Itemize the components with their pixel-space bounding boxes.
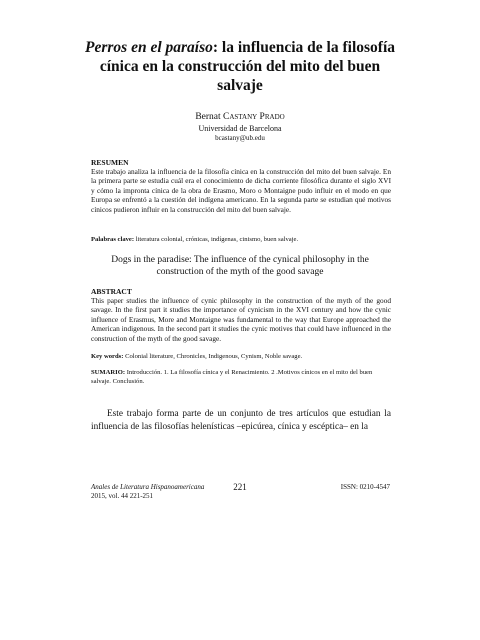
resumen-heading: RESUMEN xyxy=(91,158,129,167)
body-paragraph: Este trabajo forma parte de un conjunto de tres artículos que estudian la influencia de las filosofías helenísticas –epicúrea, cínica y escéptica– en la xyxy=(91,409,391,432)
title-rest: : la influencia de la filosofía cínica en la construcción del mito del buen salvaje xyxy=(99,39,395,94)
author-email: bcastany@ub.edu xyxy=(215,134,265,142)
key-words-text: Colonial literature, Chronicles, Indigenous, Cynism, Noble savage. xyxy=(123,353,303,360)
resumen-text: Este trabajo analiza la influencia de la filosofía cínica en la construcción del mito del buen salvaje. En la primera parte se estudia cuál era el conocimiento de dicha corriente filosófica durante el siglo XVI y cómo la impronta cínica de la obra de Erasmo, Moro o Montaigne pudo influir en el modo en que Europa se enfrentó a la cuestión del indígena americano. En la segunda parte se estudian qué motivos cínicos pudieron influir en la construcción del mito del buen salvaje. xyxy=(91,167,391,214)
author-affiliation: Universidad de Barcelona xyxy=(198,124,282,133)
footer-issn: ISSN: 0210-4547 xyxy=(340,483,390,491)
palabras-clave xyxy=(91,235,391,244)
sumario-text: Introducción. 1. La filosofía cínica y el Renacimiento. 2 .Motivos cínicos en el mito del buen salvaje. Conclusión. xyxy=(91,369,373,385)
palabras-clave-text: literatura colonial, crónicas, indígenas, cinismo, buen salvaje. xyxy=(134,236,299,243)
palabras-clave-label: Palabras clave: xyxy=(91,236,135,243)
author-name xyxy=(0,112,480,122)
sumario xyxy=(91,368,391,386)
title-italic-part: Perros en el paraíso xyxy=(85,39,213,56)
english-title: Dogs in the paradise: The influence of the cynical philosophy in the construction of the myth of the good savage xyxy=(111,255,369,277)
paper-title xyxy=(80,38,400,95)
footer-journal-name: Anales de Literatura Hispanoamericana xyxy=(91,483,205,491)
key-words xyxy=(91,352,391,361)
footer-volume: 2015, vol. 44 221-251 xyxy=(91,492,154,500)
key-words-label: Key words: xyxy=(91,353,124,360)
author-last-name: Castany Prado xyxy=(223,112,285,122)
author-first-name: Bernat xyxy=(195,112,224,122)
sumario-label: SUMARIO: xyxy=(91,369,126,376)
abstract-heading: ABSTRACT xyxy=(91,287,132,296)
abstract-text: This paper studies the influence of cynic philosophy in the construction of the myth of the good savage. In the first part it studies the importance of cynicism in the XVI century and how the cynic influence of Erasmus, More and Montaigne was fundamental to the way that Europe approached the American indigenous. In the second part it studies the cynic motives that could have influenced in the construction of the myth of the good savage. xyxy=(91,296,391,343)
page-number: 221 xyxy=(233,482,247,492)
